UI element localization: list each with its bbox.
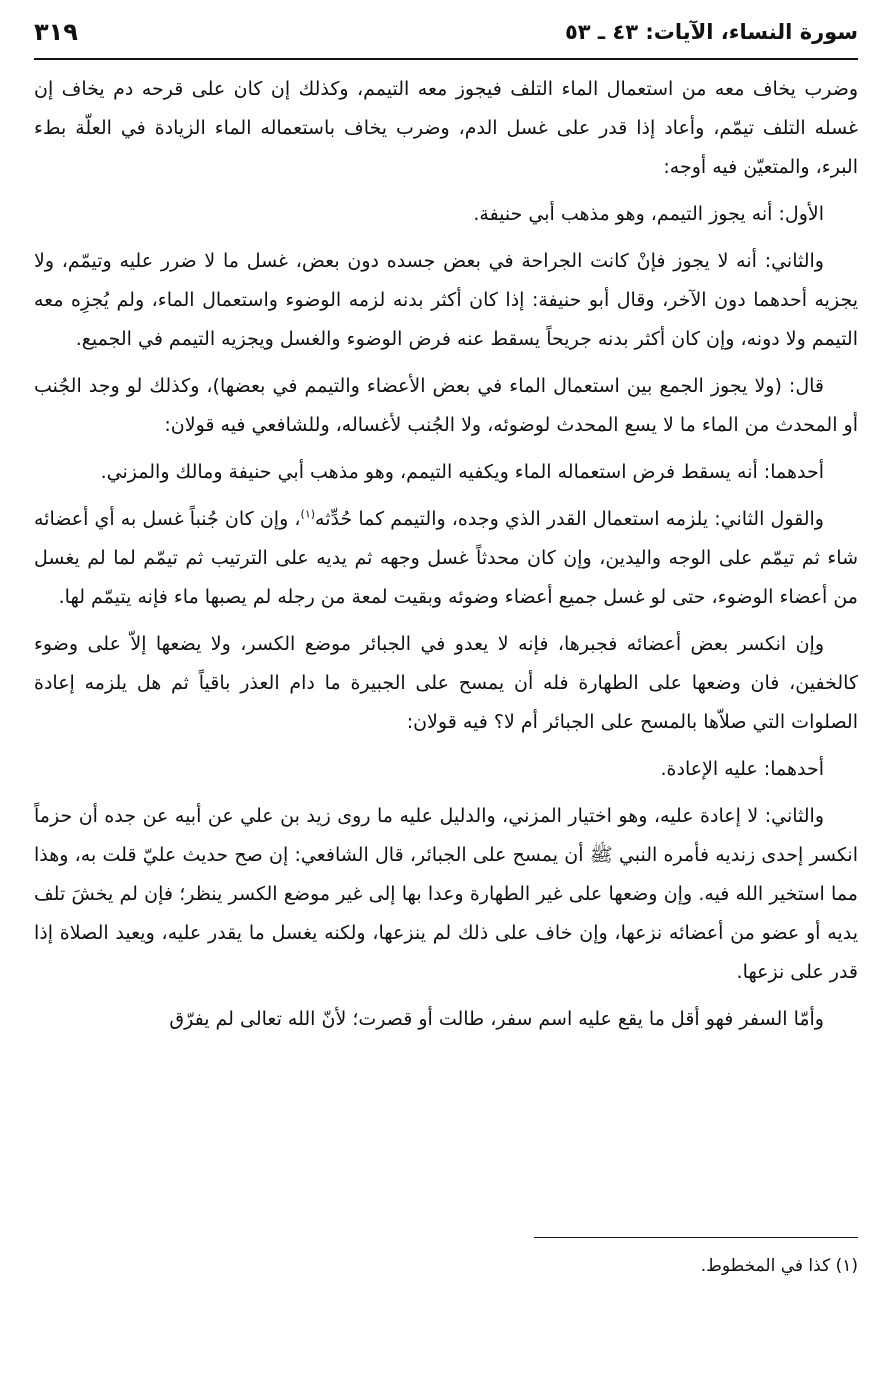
header-rule <box>34 58 858 60</box>
paragraph: والثاني: لا إعادة عليه، وهو اختيار المزني، والدليل عليه ما روى زيد بن علي عن أبيه عن جده أن حزماً انكسر إحدى زنديه فأمره النبي ﷺ أن يمسح على الجبائر، قال الشافعي: إن صح حديث عليّ قلت به، وهذا مما استخير الله فيه. وإن وضعها على غير الطهارة وعدا بها إلى غير موضع الكسر ينظر؛ فإن لم يخشَ تلف يديه أو عضو من أعضائه نزعها، وإن خاف على ذلك لم ينزعها، ولكنه يغسل ما يقدر عليه، ويعيد الصلاة إذا قدر على نزعها. <box>34 805 858 983</box>
paragraph: قال: (ولا يجوز الجمع بين استعمال الماء في بعض الأعضاء والتيمم في بعضها)، وكذلك لو وجد الجُنب أو المحدث من الماء ما لا يسع المحدث لوضوئه، ولا الجُنب لأغساله، وللشافعي فيه قولان: <box>34 375 858 436</box>
footnote-text: كذا في المخطوط. <box>700 1256 831 1276</box>
paragraph <box>34 500 858 617</box>
page-number: ٣١٩ <box>34 18 78 46</box>
document-page <box>34 0 858 1374</box>
paragraph-text: ، وإن كان جُنباً غسل به أي أعضائه شاء ثم تيمّم على الوجه واليدين، وإن كان محدثاً غسل وجهه ثم يديه على الترتيب ثم تيمّم لما لم يغسل من أعضاء الوضوء، حتى لو غسل جميع أعضاء وضوئه وبقيت لمعة من رجله لم يصبها ماء فإنه يتيمّم لها. <box>34 508 858 608</box>
page-header <box>34 14 858 50</box>
paragraph: أحدهما: عليه الإعادة. <box>660 758 824 780</box>
paragraph: أحدهما: أنه يسقط فرض استعماله الماء ويكفيه التيمم، وهو مذهب أبي حنيفة ومالك والمزني. <box>100 461 824 483</box>
footnote-rule <box>534 1237 858 1238</box>
footnote-marker: (١) <box>300 507 316 521</box>
running-title: سورة النساء، الآيات: ٤٣ ـ ٥٣ <box>564 20 858 44</box>
footnote-number: (١) <box>835 1256 858 1276</box>
paragraph: وأمّا السفر فهو أقل ما يقع عليه اسم سفر، طالت أو قصرت؛ لأنّ الله تعالى لم يفرّق <box>169 1008 824 1030</box>
paragraph-text: والقول الثاني: يلزمه استعمال القدر الذي وجده، والتيمم كما حُدِّثه <box>315 508 824 530</box>
main-text <box>34 70 858 1047</box>
paragraph: الأول: أنه يجوز التيمم، وهو مذهب أبي حنيفة. <box>473 203 824 225</box>
paragraph: وضرب يخاف معه من استعمال الماء التلف فيجوز معه التيمم، وكذلك إن كان على قرحه دم يخاف إن غسله التلف تيمّم، وأعاد إذا قدر على غسل الدم، وضرب يخاف باستعماله الماء الزيادة في العلّة بطء البرء، والمتعيّن فيه أوجه: <box>34 78 858 178</box>
paragraph: والثاني: أنه لا يجوز فإنْ كانت الجراحة في بعض جسده دون بعض، غسل ما لا ضرر عليه وتيمّم، ولا يجزيه أحدهما دون الآخر، وقال أبو حنيفة: إذا كان أكثر بدنه لزمه الوضوء واستعمال الماء، ولم يُجزِه معه التيمم ولا دونه، وإن كان أكثر بدنه جريحاً يسقط عنه فرض الوضوء والغسل ويجزيه التيمم في الجميع. <box>34 250 858 350</box>
paragraph: وإن انكسر بعض أعضائه فجبرها، فإنه لا يعدو في الجبائر موضع الكسر، ولا يضعها إلاّ على وضوء كالخفين، فان وضعها على الطهارة فله أن يمسح على الجبيرة ما دام العذر باقياً ثم هل يلزمه إعادة الصلوات التي صلاّها بالمسح على الجبائر أم لا؟ فيه قولان: <box>34 633 858 733</box>
footnote <box>34 1252 858 1280</box>
